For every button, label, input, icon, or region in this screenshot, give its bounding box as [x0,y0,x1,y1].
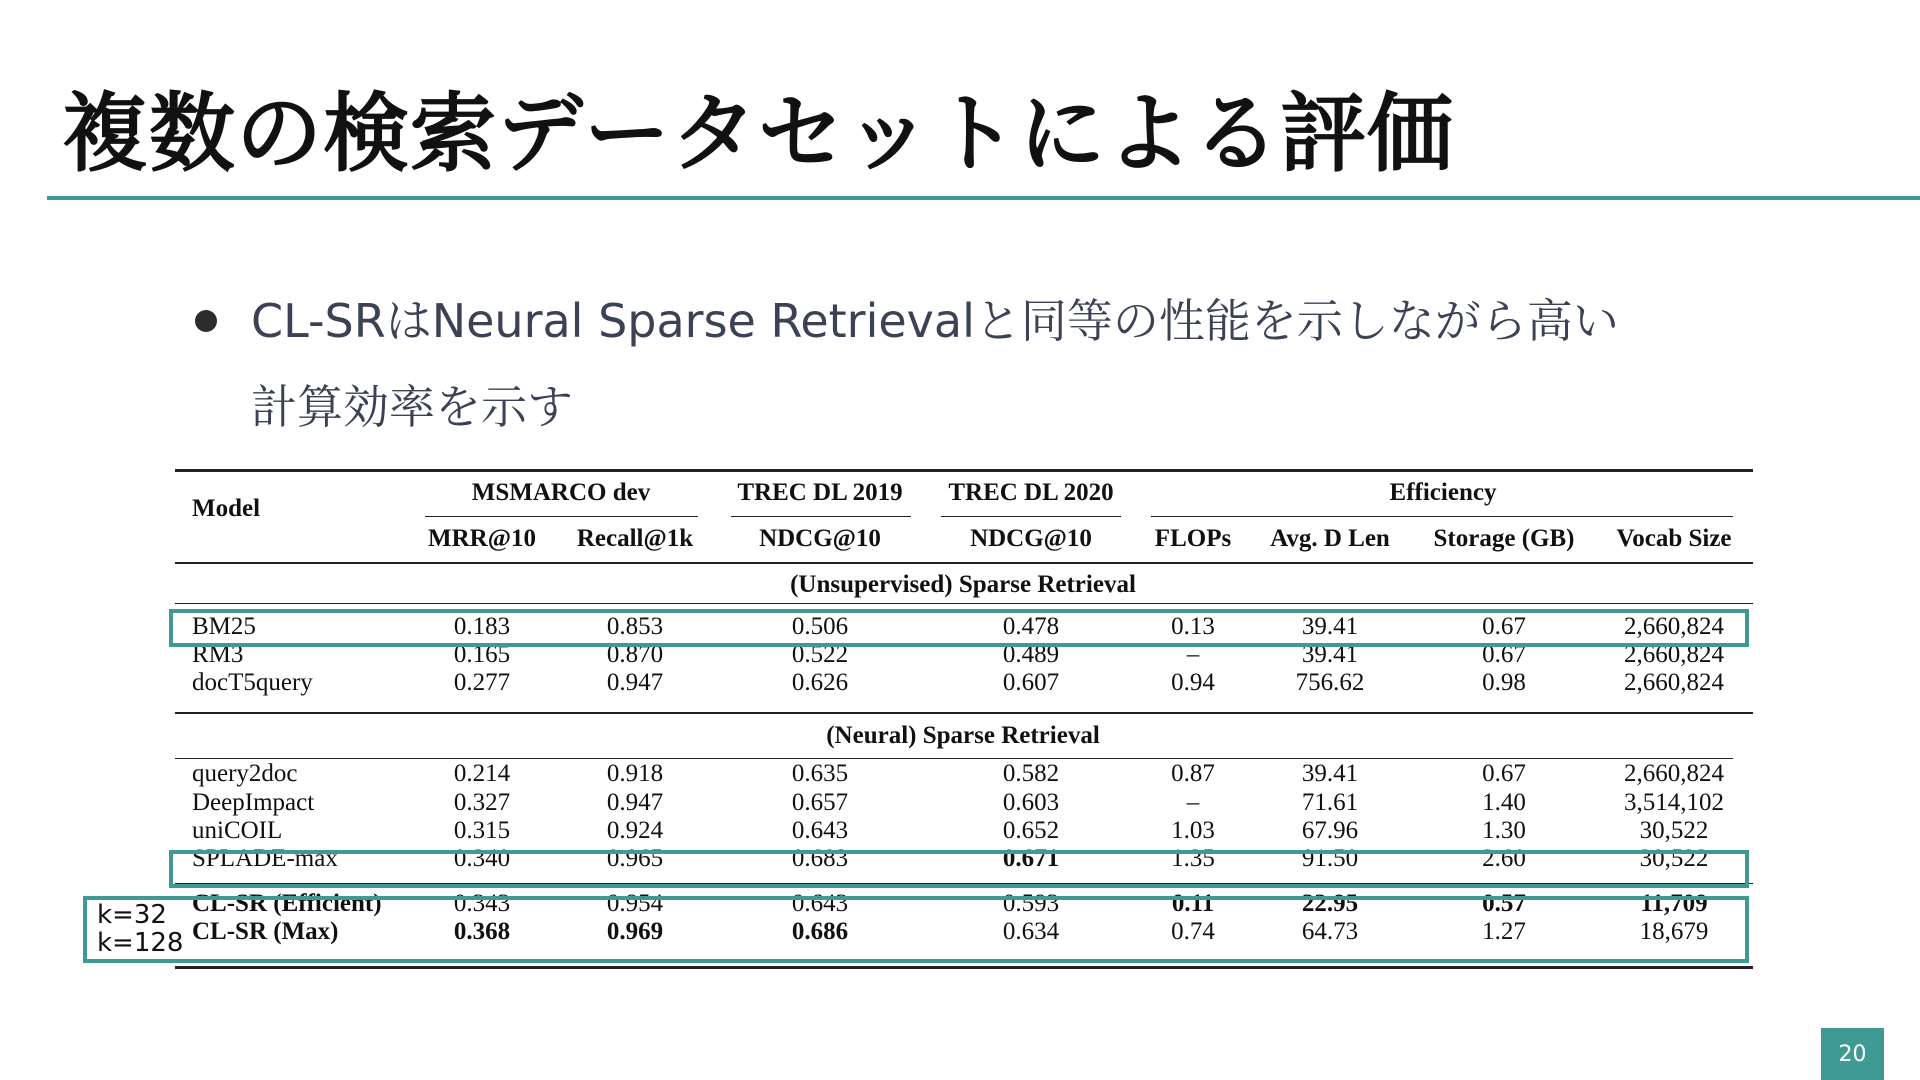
cell-clsr-max-storage: 1.27 [1482,918,1526,945]
cell-unicoil-vocab: 30,522 [1639,817,1709,844]
cell-splade-max-recall: 0.965 [606,845,664,872]
cell-deepimpact-mrr: 0.327 [453,789,511,816]
subheader-ndcg2019: NDCG@10 [759,525,881,552]
cell-unicoil-storage: 1.30 [1482,817,1526,844]
cell-rm3-storage: 0.67 [1482,641,1526,668]
cell-doct5query-dlen: 756.62 [1295,669,1365,696]
cell-splade-max-ndcg2019: 0.683 [791,845,849,872]
cell-clsr-efficient-vocab: 11,709 [1640,890,1708,917]
cell-clsr-max-recall: 0.969 [606,918,664,945]
neural-section-rule [175,758,1733,759]
cell-unicoil-flops: 1.03 [1171,817,1215,844]
bullet-line-1: CL-SRはNeural Sparse Retrievalと同等の性能を示しながら高い [251,294,1619,348]
bullet-point [205,278,1725,450]
efficiency-group-rule [1151,516,1733,517]
header-trec2020: TREC DL 2020 [948,479,1114,506]
highlight-box-splade [169,850,1749,888]
trec2020-group-rule [941,516,1121,517]
slide-title: 複数の検索データセットによる評価 [62,84,1454,184]
cell-rm3-ndcg2020: 0.489 [1002,641,1060,668]
cell-bm25-recall: 0.853 [606,613,664,640]
cell-doct5query-flops: 0.94 [1171,669,1215,696]
cell-clsr-max-ndcg2019: 0.686 [791,918,849,945]
cell-query2doc-ndcg2020: 0.582 [1002,760,1060,787]
cell-splade-max-mrr: 0.340 [453,845,511,872]
cell-clsr-efficient-storage: 0.57 [1482,890,1526,917]
cell-query2doc-storage: 0.67 [1482,760,1526,787]
cell-unicoil-ndcg2020: 0.652 [1002,817,1060,844]
cell-doct5query-storage: 0.98 [1482,669,1526,696]
cell-query2doc-recall: 0.918 [606,760,664,787]
subheader-mrr: MRR@10 [428,525,536,552]
k-label-efficient: k=32 [97,900,167,930]
header-trec2019: TREC DL 2019 [737,479,903,506]
section-neural: (Neural) Sparse Retrieval [826,722,1100,749]
msmarco-group-rule [425,516,698,517]
cell-doct5query-recall: 0.947 [606,669,664,696]
trec2019-group-rule [731,516,911,517]
results-table [97,469,1753,969]
cell-deepimpact-ndcg2019: 0.657 [791,789,849,816]
cell-clsr-efficient-recall: 0.954 [606,890,664,917]
cell-unicoil-model: uniCOIL [192,817,283,844]
cell-rm3-model: RM3 [192,641,244,668]
cell-bm25-model: BM25 [192,613,256,640]
cell-deepimpact-flops: – [1186,789,1200,816]
bullet-line-2: 計算効率を示す [251,380,573,434]
cell-clsr-efficient-mrr: 0.343 [453,890,511,917]
cell-doct5query-model: docT5query [192,669,313,696]
cell-clsr-max-model: CL-SR (Max) [192,918,339,945]
bullet-dot-icon [195,310,217,332]
highlight-box-clsr [83,896,1749,963]
cell-unicoil-dlen: 67.96 [1301,817,1359,844]
cell-clsr-max-mrr: 0.368 [453,918,511,945]
page-number-badge: 20 [1821,1028,1884,1080]
subheader-vocab: Vocab Size [1616,525,1732,552]
header-msmarco: MSMARCO dev [471,479,651,506]
cell-bm25-dlen: 39.41 [1301,613,1359,640]
cell-clsr-efficient-dlen: 22.95 [1301,890,1359,917]
k-label-max: k=128 [97,928,184,958]
cell-bm25-ndcg2019: 0.506 [791,613,849,640]
cell-splade-max-flops: 1.35 [1171,845,1215,872]
cell-rm3-vocab: 2,660,824 [1624,641,1724,668]
header-efficiency: Efficiency [1389,479,1497,506]
cell-clsr-efficient-model: CL-SR (Efficient) [192,890,382,917]
cell-clsr-efficient-ndcg2019: 0.643 [791,890,849,917]
subheader-ndcg2020: NDCG@10 [970,525,1092,552]
header-bottom-rule [175,562,1753,564]
cell-doct5query-vocab: 2,660,824 [1624,669,1724,696]
cell-splade-max-ndcg2020: 0.671 [1002,845,1060,872]
cell-unicoil-mrr: 0.315 [453,817,511,844]
cell-query2doc-vocab: 2,660,824 [1624,760,1724,787]
cell-clsr-efficient-ndcg2020: 0.593 [1002,890,1060,917]
table-bottom-rule [175,966,1753,969]
cell-clsr-efficient-flops: 0.11 [1171,890,1215,917]
cell-query2doc-flops: 0.87 [1171,760,1215,787]
cell-bm25-ndcg2020: 0.478 [1002,613,1060,640]
cell-doct5query-ndcg2019: 0.626 [791,669,849,696]
cell-deepimpact-dlen: 71.61 [1301,789,1359,816]
cell-splade-max-storage: 2.60 [1482,845,1526,872]
highlight-box-bm25 [169,609,1749,647]
cell-rm3-ndcg2019: 0.522 [791,641,849,668]
cell-deepimpact-model: DeepImpact [192,789,315,816]
cell-doct5query-ndcg2020: 0.607 [1002,669,1060,696]
subheader-recall: Recall@1k [576,525,694,552]
cell-deepimpact-recall: 0.947 [606,789,664,816]
subheader-storage: Storage (GB) [1433,525,1575,552]
cell-splade-max-vocab: 30,522 [1639,845,1709,872]
cell-bm25-vocab: 2,660,824 [1624,613,1724,640]
cell-unicoil-recall: 0.924 [606,817,664,844]
cell-splade-max-model: SPLADE-max [192,845,338,872]
cell-query2doc-model: query2doc [192,760,298,787]
subheader-flops: FLOPs [1154,525,1232,552]
subheader-dlen: Avg. D Len [1270,525,1390,552]
cell-bm25-flops: 0.13 [1171,613,1215,640]
cell-rm3-flops: – [1186,641,1200,668]
cell-bm25-storage: 0.67 [1482,613,1526,640]
cell-clsr-max-ndcg2020: 0.634 [1002,918,1060,945]
cell-doct5query-mrr: 0.277 [453,669,511,696]
table-top-rule [175,469,1753,472]
cell-rm3-mrr: 0.165 [453,641,511,668]
header-model: Model [192,495,261,522]
cell-unicoil-ndcg2019: 0.643 [791,817,849,844]
cell-query2doc-ndcg2019: 0.635 [791,760,849,787]
cell-query2doc-dlen: 39.41 [1301,760,1359,787]
cell-splade-max-dlen: 91.50 [1301,845,1359,872]
unsupervised-section-rule [175,603,1753,604]
cell-rm3-recall: 0.870 [606,641,664,668]
cell-deepimpact-vocab: 3,514,102 [1624,789,1724,816]
cell-clsr-max-dlen: 64.73 [1301,918,1359,945]
title-underline [47,196,1920,200]
cell-clsr-max-flops: 0.74 [1171,918,1215,945]
cell-bm25-mrr: 0.183 [453,613,511,640]
cell-query2doc-mrr: 0.214 [453,760,511,787]
neural-divider-rule [175,712,1753,714]
cell-deepimpact-ndcg2020: 0.603 [1002,789,1060,816]
cell-deepimpact-storage: 1.40 [1482,789,1526,816]
cell-rm3-dlen: 39.41 [1301,641,1359,668]
section-unsupervised: (Unsupervised) Sparse Retrieval [790,571,1136,598]
cell-clsr-max-vocab: 18,679 [1639,918,1709,945]
